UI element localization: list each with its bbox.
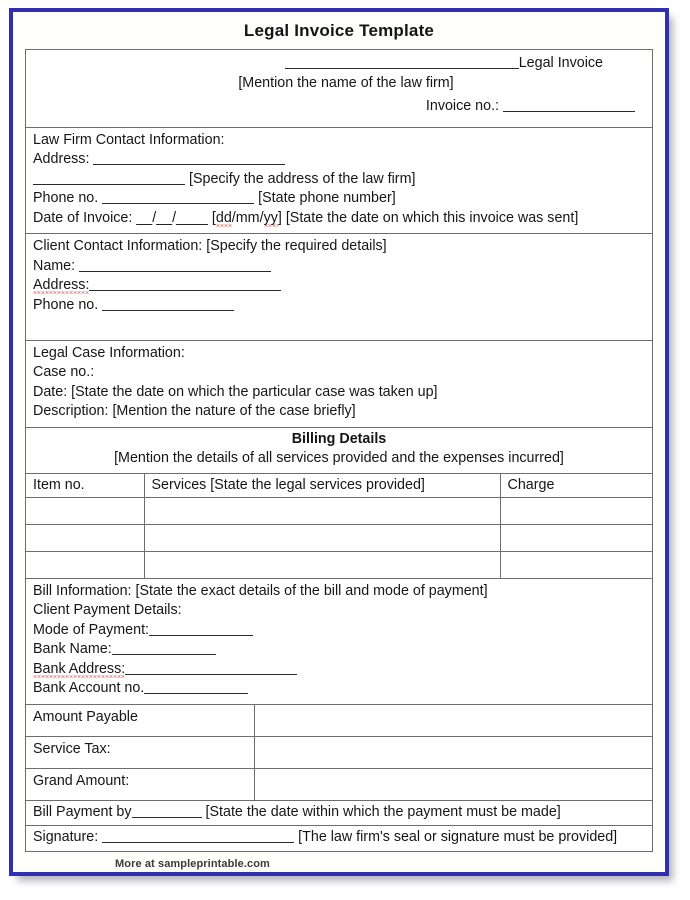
- invoice-page: [13, 12, 665, 872]
- invoice-date-sep-1: /: [152, 209, 157, 226]
- billing-details-table: [26, 474, 652, 579]
- page-title: Legal Invoice Template: [243, 21, 435, 40]
- client-address-blank[interactable]: [89, 279, 281, 291]
- client-name-label: Name:: [33, 257, 76, 274]
- bank-address-line: [33, 660, 645, 680]
- firm-name-blank[interactable]: [285, 57, 519, 69]
- billing-cell-item-no[interactable]: [26, 497, 144, 524]
- law-firm-address-label: Address:: [33, 151, 90, 167]
- law-firm-phone-line: [33, 189, 645, 209]
- table-row[interactable]: [26, 524, 652, 551]
- bank-account-blank[interactable]: [144, 682, 248, 694]
- law-firm-address-blank[interactable]: [93, 153, 285, 165]
- mode-of-payment-line: [33, 621, 645, 641]
- billing-cell-charge[interactable]: [500, 524, 652, 551]
- bank-name-blank[interactable]: [112, 643, 216, 655]
- invoice-number-label: Invoice no.:: [425, 98, 500, 114]
- invoice-number-blank[interactable]: [503, 100, 635, 112]
- legal-case-number-line: Case no.:: [33, 364, 95, 380]
- billing-cell-charge[interactable]: [500, 497, 652, 524]
- grand-amount-value[interactable]: [254, 768, 652, 800]
- invoice-date-format-close: ]: [277, 209, 282, 226]
- mode-of-payment-label: Mode of Payment:: [33, 621, 150, 638]
- signature-section: [26, 826, 652, 852]
- law-firm-address-line-2: [33, 170, 645, 190]
- client-phone-line: [33, 296, 645, 316]
- client-name-line: [33, 257, 645, 277]
- billing-cell-item-no[interactable]: [26, 524, 144, 551]
- bank-account-line: [33, 679, 645, 699]
- bank-account-label: Bank Account no.: [33, 680, 145, 696]
- bank-name-label: Bank Name:: [33, 641, 112, 657]
- billing-cell-charge[interactable]: [500, 551, 652, 578]
- client-payment-details-label: Client Payment Details:: [33, 602, 182, 618]
- billing-column-item-no: Item no.: [26, 474, 144, 498]
- client-name-blank[interactable]: [79, 260, 271, 272]
- table-row[interactable]: [26, 736, 652, 768]
- firm-name-line: [35, 54, 643, 74]
- client-address-line: [33, 276, 645, 296]
- client-section-title: Client Contact Information: [Specify the required details]: [33, 238, 387, 254]
- payment-due-line: [33, 803, 645, 823]
- law-firm-contact-section: [26, 128, 652, 235]
- payment-due-blank[interactable]: [132, 806, 202, 818]
- invoice-date-year-blank[interactable]: ____: [176, 209, 208, 226]
- bank-name-line: [33, 640, 645, 660]
- mode-of-payment-blank[interactable]: [149, 624, 253, 636]
- client-section-spacer: [33, 315, 645, 335]
- amount-payable-value[interactable]: [254, 705, 652, 737]
- source-footer: More at sampleprintable.com: [115, 857, 270, 870]
- signature-label: Signature:: [33, 829, 99, 845]
- invoice-header-band: [26, 50, 652, 128]
- table-row[interactable]: [26, 551, 652, 578]
- grand-amount-label: Grand Amount:: [26, 768, 254, 800]
- table-row[interactable]: [26, 705, 652, 737]
- amount-payable-label: Amount Payable: [26, 705, 254, 737]
- law-firm-address-blank-2[interactable]: [33, 173, 185, 185]
- payment-due-label: Bill Payment by: [33, 803, 132, 820]
- invoice-outline-table: [25, 49, 653, 852]
- signature-blank[interactable]: [102, 831, 294, 843]
- firm-name-hint: [Mention the name of the law firm]: [238, 74, 454, 91]
- law-firm-address-line: [33, 150, 645, 170]
- billing-column-services: Services [State the legal services provided]: [144, 474, 500, 498]
- billing-cell-item-no[interactable]: [26, 551, 144, 578]
- payment-due-section: [26, 801, 652, 827]
- invoice-date-format-mm: /mm/: [231, 209, 264, 226]
- bill-information-title: Bill Information: [State the exact details of the bill and mode of payment]: [33, 582, 488, 599]
- law-firm-address-hint: [Specify the address of the law firm]: [188, 170, 416, 187]
- table-row[interactable]: [26, 497, 652, 524]
- legal-case-date-line: Date: [State the date on which the particular case was taken up]: [33, 383, 438, 400]
- signature-hint: [The law firm's seal or signature must be provided]: [298, 829, 618, 845]
- law-firm-section-title: Law Firm Contact Information:: [33, 131, 225, 148]
- billing-details-heading: Billing Details: [291, 430, 387, 447]
- invoice-number-line: [35, 93, 643, 117]
- client-phone-blank[interactable]: [102, 299, 234, 311]
- law-firm-phone-label: Phone no.: [33, 190, 99, 206]
- invoice-date-format-open: [: [211, 209, 216, 226]
- invoice-date-format-dd: dd: [215, 209, 232, 226]
- billing-column-charge: Charge: [500, 474, 652, 498]
- invoice-date-line: [33, 209, 645, 229]
- amounts-table: [26, 705, 652, 801]
- billing-details-subheading: [Mention the details of all services provided and the expenses incurred]: [114, 450, 564, 466]
- law-firm-phone-blank[interactable]: [102, 192, 254, 204]
- billing-cell-services[interactable]: [144, 551, 500, 578]
- invoice-date-day-blank[interactable]: __: [136, 209, 153, 226]
- client-address-label: Address:: [33, 277, 90, 293]
- service-tax-label: Service Tax:: [26, 736, 254, 768]
- signature-line: [33, 828, 645, 848]
- billing-cell-services[interactable]: [144, 497, 500, 524]
- invoice-date-month-blank[interactable]: __: [156, 209, 173, 226]
- billing-table-header-row: [26, 474, 652, 498]
- invoice-date-label: Date of Invoice:: [33, 209, 133, 226]
- invoice-date-format-yy: yy: [263, 209, 278, 226]
- billing-cell-services[interactable]: [144, 524, 500, 551]
- legal-case-section: [26, 341, 652, 428]
- payment-due-hint: [State the date within which the payment must be made]: [205, 803, 561, 820]
- bill-information-section: [26, 579, 652, 705]
- service-tax-value[interactable]: [254, 736, 652, 768]
- legal-case-description-line: Description: [Mention the nature of the case briefly]: [33, 403, 356, 419]
- client-phone-label: Phone no.: [33, 296, 99, 313]
- client-contact-section: [26, 234, 652, 341]
- bank-address-blank[interactable]: [125, 663, 297, 675]
- table-row[interactable]: [26, 768, 652, 800]
- invoice-date-sep-2: /: [172, 209, 177, 226]
- bank-address-label: Bank Address:: [33, 660, 126, 677]
- law-firm-phone-hint: [State phone number]: [258, 190, 396, 206]
- document-frame-border: [9, 8, 669, 876]
- legal-case-section-title: Legal Case Information:: [33, 344, 185, 361]
- billing-details-heading-band: [26, 428, 652, 474]
- invoice-date-hint: [State the date on which this invoice was sent]: [285, 209, 579, 226]
- legal-invoice-label: Legal Invoice: [518, 55, 603, 71]
